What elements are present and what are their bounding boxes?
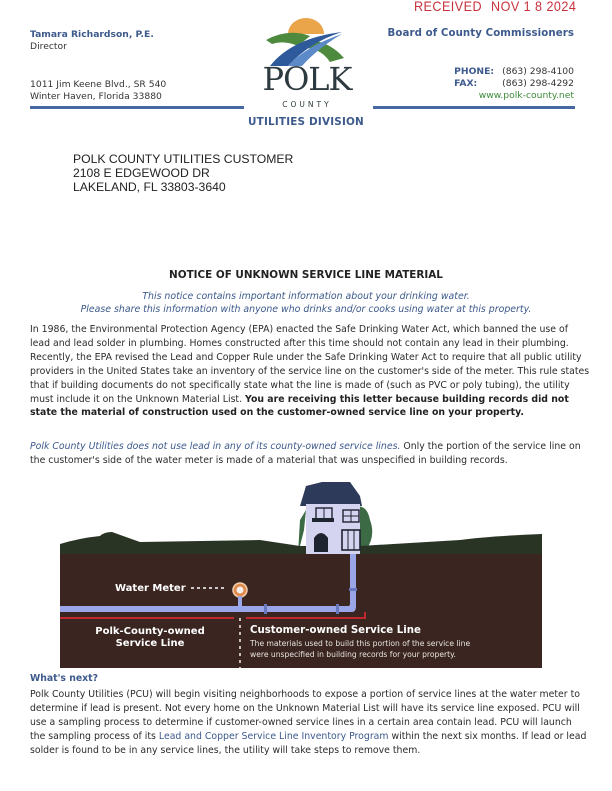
received-stamp [414,0,576,14]
header-rule-right [373,106,575,109]
inventory-program-link[interactable]: Lead and Copper Service Line Inventory Program [158,730,389,742]
director-title: Director [30,41,67,52]
office-address-line2: Winter Haven, Florida 33880 [30,91,162,102]
fax-row [454,78,574,89]
house-door [314,533,328,552]
recipient-street: 2108 E EDGEWOOD DR [73,166,210,180]
fax-label: FAX: [454,78,478,89]
logo-polk-text: POLK [262,60,352,98]
intro-text: In 1986, the Environmental Protection Agency (EPA) enacted the Safe Drinking Water Act, which banned the use of lead and lead solder in plumbing. Homes constructed after this time should not contain any lead in their plumbing. Recently, the EPA revised the Lead and Copper Rule under the Safe Drinking Water Act to require that all public utility providers in the United States take an inventory of the service line on the customer's side of the meter. This rule states that if building documents do not specifically state what the line is made of (such as PVC or poly tubing), the utility must include it on the Unknown Material List. [30,324,590,405]
logo-county-text: COUNTY [282,100,332,109]
customer-side-text: Only the portion of the service line on the customer's side of the water meter is made of a material that was unspecified in building records. [30,441,581,466]
phone-label: PHONE: [454,66,495,77]
pipe-coupling [336,604,339,614]
notice-subtitle-1: This notice contains important information about your drinking water. [142,291,470,302]
fax-value: (863) 298-4292 [502,78,574,89]
notice-title: NOTICE OF UNKNOWN SERVICE LINE MATERIAL [169,269,443,281]
house-icon [300,482,362,554]
service-line-diagram [60,480,542,668]
phone-value: (863) 298-4100 [502,66,574,77]
house-roof [300,482,362,506]
recipient-city: LAKELAND, FL 33803-3640 [73,180,226,194]
pipe-coupling [264,604,267,614]
whats-next-text-2: within the next six months. If lead or lead solder is found to be in any service lines, the utility will take steps to remove them. [30,730,587,756]
whats-next-paragraph [30,688,590,758]
office-address-line1: 1011 Jim Keene Blvd., SR 540 [30,79,167,90]
website-link[interactable]: www.polk-county.net [478,90,574,101]
customer-line-desc-1: The materials used to build this portion of the service line [250,639,471,648]
logo-sun [288,18,324,34]
utilities-division: UTILITIES DIVISION [248,116,364,128]
horizontal-pipe [60,606,352,612]
notice-subtitle-2: Please share this information with anyone who drinks and/or cooks using water at this property. [80,304,532,315]
whats-next-text-1: Polk County Utilities (PCU) will begin visiting neighborhoods to expose a portion of service lines at the water meter to determine if lead is present. Not every home on the Unknown Material List will have its service line exposed. PCU will use a sampling process to determine if customer-owned service lines in a certain area contain lead. PCU will launch the sampling process of its [30,689,580,742]
county-no-lead-statement: Polk County Utilities does not use lead in any of its county-owned service lines. [30,441,401,452]
pipe-coupling [349,588,357,591]
vertical-pipe [350,554,356,604]
county-line-label-2: Service Line [115,638,185,649]
water-meter-label: Water Meter [115,583,186,594]
customer-line-label: Customer-owned Service Line [250,625,421,636]
header-rule-left [30,106,244,109]
phone-row [454,66,574,77]
customer-line-desc-2: were unspecified in building records for your property. [250,650,456,659]
stamp-date: NOV 1 8 2024 [491,0,577,14]
director-name: Tamara Richardson, P.E. [30,29,154,40]
intro-bold-text: You are receiving this letter because building records did not state the material of construction used on the customer-owned service line on your property. [30,393,569,419]
stamp-text: RECEIVED [414,0,483,14]
board-of-commissioners: Board of County Commissioners [387,28,574,39]
recipient-name: POLK COUNTY UTILITIES CUSTOMER [73,152,294,166]
county-line-label-1: Polk-County-owned [95,626,205,637]
county-lines-paragraph [30,440,590,468]
whats-next-heading: What's next? [30,673,98,684]
intro-paragraph [30,323,590,420]
